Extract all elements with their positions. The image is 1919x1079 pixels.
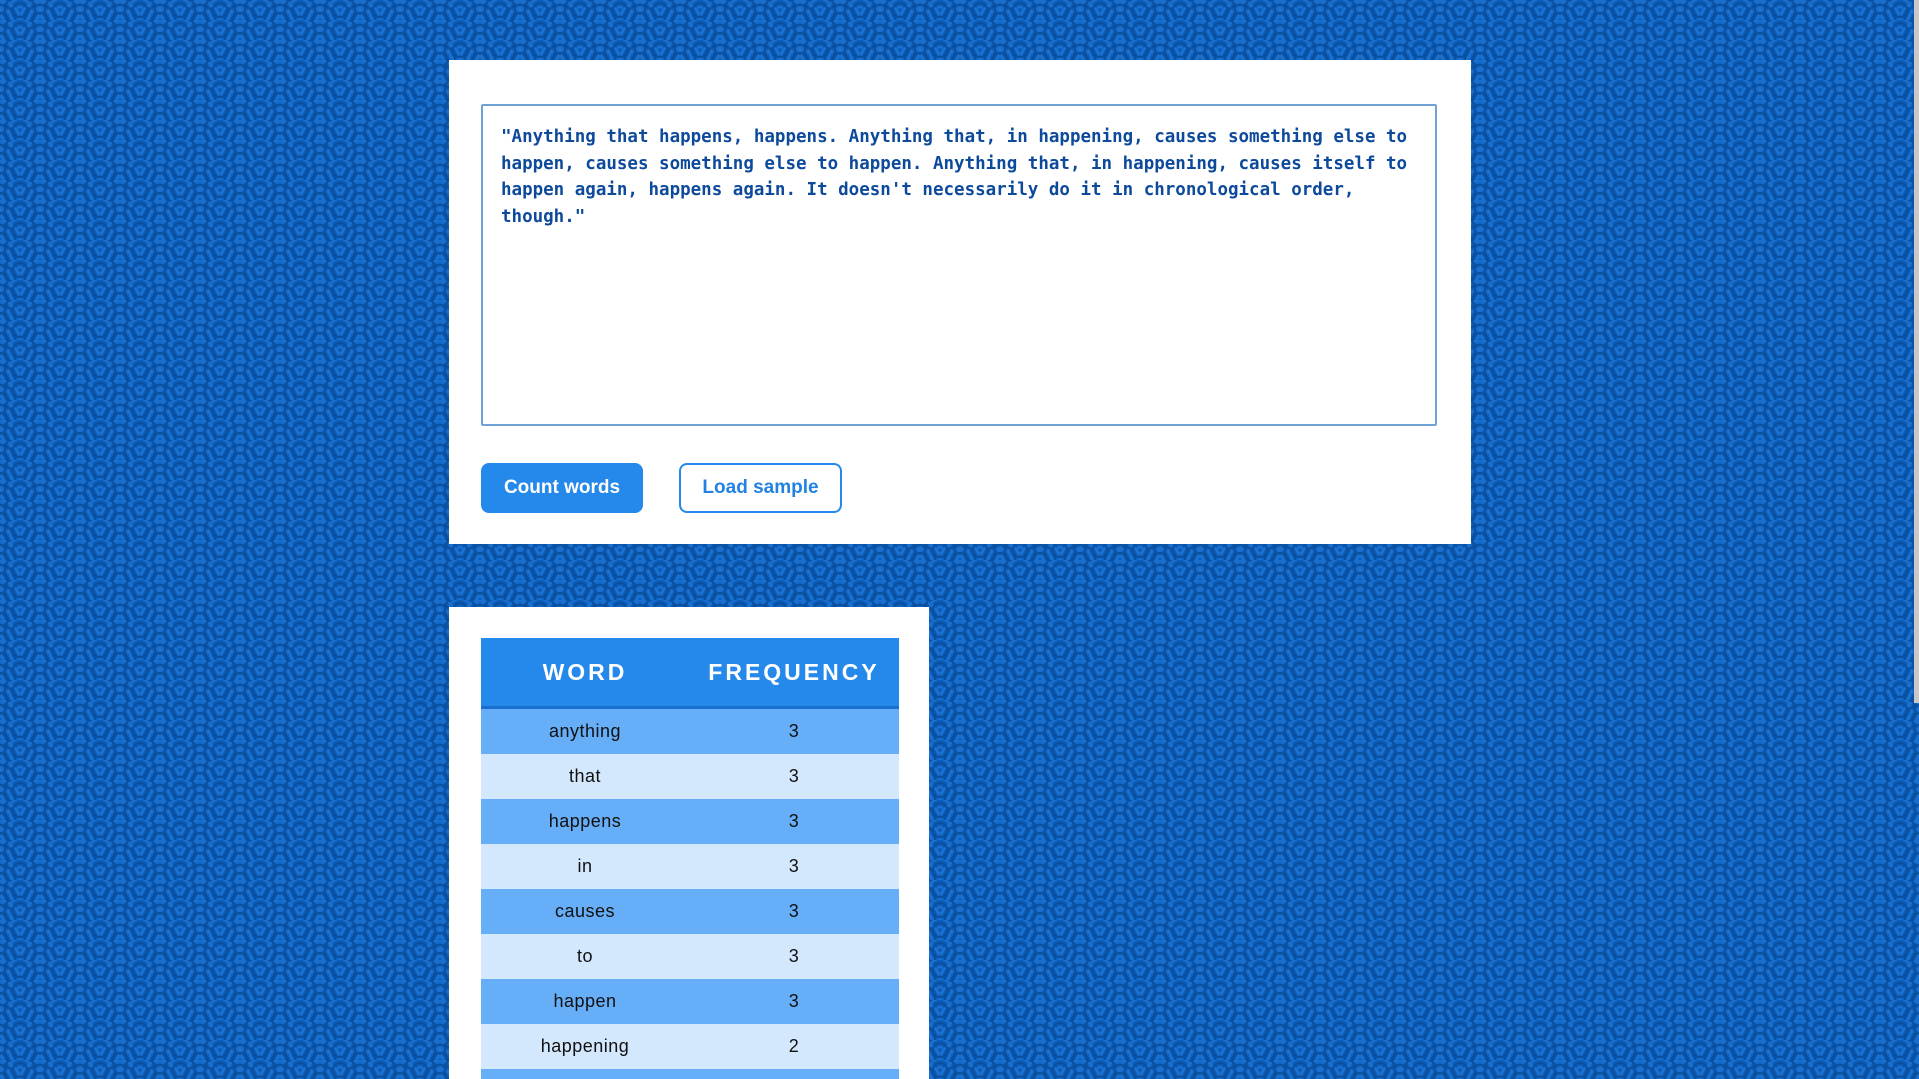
word-cell: happens	[481, 799, 689, 844]
word-cell: causes	[481, 889, 689, 934]
table-row	[481, 844, 899, 889]
table-row	[481, 754, 899, 799]
count-words-button[interactable]: Count words	[481, 463, 643, 513]
frequency-cell: 3	[689, 889, 899, 934]
word-cell: happen	[481, 979, 689, 1024]
frequency-cell: 3	[689, 799, 899, 844]
table-row	[481, 1024, 899, 1069]
table-row	[481, 979, 899, 1024]
text-input-area[interactable]	[481, 104, 1437, 426]
word-cell: happening	[481, 1024, 689, 1069]
input-card	[449, 60, 1471, 544]
frequency-cell: 3	[689, 979, 899, 1024]
frequency-cell: 3	[689, 934, 899, 979]
results-card	[449, 607, 929, 1079]
load-sample-button[interactable]: Load sample	[679, 463, 842, 513]
frequency-cell: 2	[689, 1024, 899, 1069]
header-frequency: FREQUENCY	[689, 638, 899, 708]
word-cell	[481, 1069, 689, 1079]
word-cell: anything	[481, 708, 689, 755]
frequency-cell: 3	[689, 844, 899, 889]
table-header-row	[481, 638, 899, 708]
header-word: WORD	[481, 638, 689, 708]
frequency-cell: 3	[689, 754, 899, 799]
word-cell: that	[481, 754, 689, 799]
word-frequency-table	[481, 638, 899, 1079]
frequency-cell: 3	[689, 708, 899, 755]
word-cell: in	[481, 844, 689, 889]
table-row	[481, 799, 899, 844]
page-scrollbar[interactable]	[1914, 0, 1919, 703]
word-cell: to	[481, 934, 689, 979]
table-row	[481, 889, 899, 934]
table-row	[481, 708, 899, 755]
table-row	[481, 1069, 899, 1079]
table-row	[481, 934, 899, 979]
frequency-cell	[689, 1069, 899, 1079]
